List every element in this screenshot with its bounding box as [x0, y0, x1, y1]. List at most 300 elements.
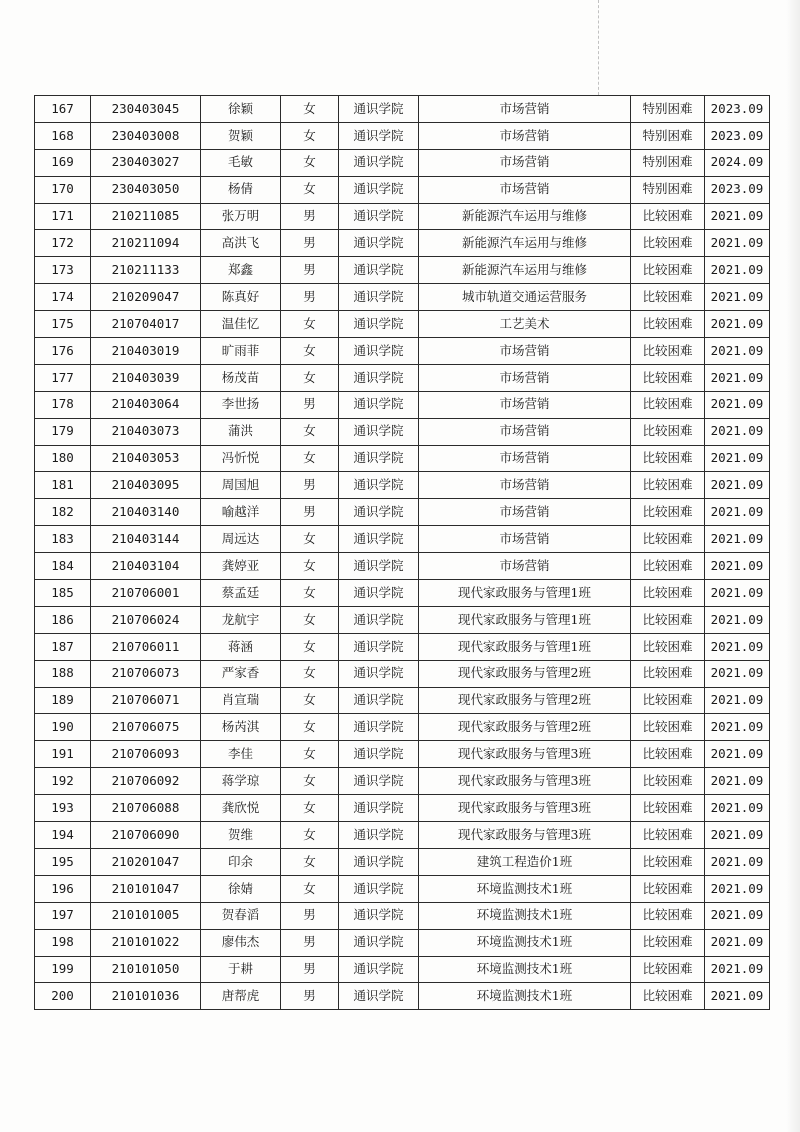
student-name: 杨茂苗	[201, 364, 281, 391]
enrollment-date: 2021.09	[705, 418, 770, 445]
table-row	[35, 445, 770, 472]
row-number: 180	[35, 445, 91, 472]
college-name: 通识学院	[339, 203, 419, 230]
table-row	[35, 580, 770, 607]
college-name: 通识学院	[339, 956, 419, 983]
major-name: 市场营销	[419, 96, 631, 123]
enrollment-date: 2021.09	[705, 633, 770, 660]
row-number: 194	[35, 822, 91, 849]
table-row	[35, 929, 770, 956]
major-name: 现代家政服务与管理3班	[419, 768, 631, 795]
student-gender: 女	[281, 311, 339, 338]
enrollment-date: 2021.09	[705, 606, 770, 633]
student-name: 贺维	[201, 822, 281, 849]
student-gender: 女	[281, 364, 339, 391]
college-name: 通识学院	[339, 445, 419, 472]
major-name: 环境监测技术1班	[419, 956, 631, 983]
college-name: 通识学院	[339, 983, 419, 1010]
row-number: 199	[35, 956, 91, 983]
student-gender: 女	[281, 122, 339, 149]
table-row	[35, 311, 770, 338]
student-gender: 女	[281, 580, 339, 607]
hardship-level: 比较困难	[631, 795, 705, 822]
enrollment-date: 2023.09	[705, 96, 770, 123]
student-gender: 男	[281, 230, 339, 257]
college-name: 通识学院	[339, 795, 419, 822]
student-name: 蒋学琼	[201, 768, 281, 795]
student-name: 高洪飞	[201, 230, 281, 257]
row-number: 178	[35, 391, 91, 418]
hardship-level: 比较困难	[631, 956, 705, 983]
hardship-level: 比较困难	[631, 499, 705, 526]
table-row	[35, 741, 770, 768]
student-id: 210403064	[91, 391, 201, 418]
table-row	[35, 230, 770, 257]
student-id: 210101022	[91, 929, 201, 956]
enrollment-date: 2021.09	[705, 364, 770, 391]
college-name: 通识学院	[339, 418, 419, 445]
hardship-level: 比较困难	[631, 338, 705, 365]
enrollment-date: 2021.09	[705, 687, 770, 714]
enrollment-date: 2021.09	[705, 983, 770, 1010]
student-name: 蒲洪	[201, 418, 281, 445]
major-name: 现代家政服务与管理2班	[419, 687, 631, 714]
student-name: 旷雨菲	[201, 338, 281, 365]
table-row	[35, 795, 770, 822]
college-name: 通识学院	[339, 741, 419, 768]
enrollment-date: 2021.09	[705, 311, 770, 338]
row-number: 185	[35, 580, 91, 607]
table-row	[35, 768, 770, 795]
hardship-level: 比较困难	[631, 875, 705, 902]
enrollment-date: 2024.09	[705, 149, 770, 176]
enrollment-date: 2021.09	[705, 257, 770, 284]
college-name: 通识学院	[339, 633, 419, 660]
major-name: 现代家政服务与管理2班	[419, 660, 631, 687]
student-name: 杨芮淇	[201, 714, 281, 741]
row-number: 188	[35, 660, 91, 687]
college-name: 通识学院	[339, 553, 419, 580]
student-name: 于耕	[201, 956, 281, 983]
student-name: 廖伟杰	[201, 929, 281, 956]
scan-edge-shadow	[786, 0, 800, 1132]
student-gender: 女	[281, 526, 339, 553]
table-row	[35, 553, 770, 580]
row-number: 197	[35, 902, 91, 929]
student-id: 210403144	[91, 526, 201, 553]
major-name: 市场营销	[419, 526, 631, 553]
row-number: 187	[35, 633, 91, 660]
table-row	[35, 633, 770, 660]
row-number: 177	[35, 364, 91, 391]
row-number: 176	[35, 338, 91, 365]
hardship-level: 比较困难	[631, 230, 705, 257]
enrollment-date: 2021.09	[705, 391, 770, 418]
student-name: 喻越洋	[201, 499, 281, 526]
student-name: 郑鑫	[201, 257, 281, 284]
enrollment-date: 2023.09	[705, 122, 770, 149]
student-name: 徐颖	[201, 96, 281, 123]
major-name: 现代家政服务与管理1班	[419, 633, 631, 660]
major-name: 市场营销	[419, 418, 631, 445]
student-id: 210706073	[91, 660, 201, 687]
student-name: 张万明	[201, 203, 281, 230]
student-name: 肖宣瑞	[201, 687, 281, 714]
row-number: 191	[35, 741, 91, 768]
enrollment-date: 2021.09	[705, 526, 770, 553]
enrollment-date: 2021.09	[705, 902, 770, 929]
student-gender: 女	[281, 795, 339, 822]
enrollment-date: 2021.09	[705, 472, 770, 499]
major-name: 新能源汽车运用与维修	[419, 230, 631, 257]
student-gender: 女	[281, 714, 339, 741]
row-number: 174	[35, 284, 91, 311]
major-name: 新能源汽车运用与维修	[419, 203, 631, 230]
student-name: 严家香	[201, 660, 281, 687]
hardship-level: 比较困难	[631, 633, 705, 660]
college-name: 通识学院	[339, 391, 419, 418]
hardship-level: 比较困难	[631, 822, 705, 849]
row-number: 172	[35, 230, 91, 257]
enrollment-date: 2021.09	[705, 499, 770, 526]
college-name: 通识学院	[339, 472, 419, 499]
college-name: 通识学院	[339, 848, 419, 875]
table-row	[35, 203, 770, 230]
enrollment-date: 2021.09	[705, 929, 770, 956]
hardship-level: 比较困难	[631, 929, 705, 956]
student-id: 210201047	[91, 848, 201, 875]
college-name: 通识学院	[339, 338, 419, 365]
college-name: 通识学院	[339, 499, 419, 526]
enrollment-date: 2021.09	[705, 741, 770, 768]
hardship-level: 比较困难	[631, 687, 705, 714]
enrollment-date: 2021.09	[705, 338, 770, 365]
student-id: 210706075	[91, 714, 201, 741]
major-name: 市场营销	[419, 149, 631, 176]
student-id: 210706001	[91, 580, 201, 607]
student-id: 210211094	[91, 230, 201, 257]
enrollment-date: 2021.09	[705, 203, 770, 230]
table-row	[35, 122, 770, 149]
hardship-level: 特别困难	[631, 176, 705, 203]
hardship-level: 比较困难	[631, 284, 705, 311]
college-name: 通识学院	[339, 687, 419, 714]
major-name: 市场营销	[419, 364, 631, 391]
student-name: 龙航宇	[201, 606, 281, 633]
major-name: 建筑工程造价1班	[419, 848, 631, 875]
table-row	[35, 526, 770, 553]
student-gender: 男	[281, 499, 339, 526]
college-name: 通识学院	[339, 580, 419, 607]
college-name: 通识学院	[339, 875, 419, 902]
student-gender: 女	[281, 96, 339, 123]
student-name: 李佳	[201, 741, 281, 768]
row-number: 173	[35, 257, 91, 284]
hardship-level: 比较困难	[631, 902, 705, 929]
table-row	[35, 391, 770, 418]
student-id: 210706090	[91, 822, 201, 849]
student-gender: 男	[281, 284, 339, 311]
scan-fold-mark	[598, 0, 600, 95]
hardship-level: 比较困难	[631, 660, 705, 687]
hardship-level: 比较困难	[631, 203, 705, 230]
student-gender: 女	[281, 176, 339, 203]
student-id: 210706071	[91, 687, 201, 714]
row-number: 181	[35, 472, 91, 499]
student-id: 210706093	[91, 741, 201, 768]
student-id: 230403050	[91, 176, 201, 203]
major-name: 城市轨道交通运营服务	[419, 284, 631, 311]
table-row	[35, 257, 770, 284]
student-name: 温佳忆	[201, 311, 281, 338]
enrollment-date: 2021.09	[705, 580, 770, 607]
major-name: 市场营销	[419, 445, 631, 472]
row-number: 168	[35, 122, 91, 149]
hardship-level: 比较困难	[631, 445, 705, 472]
student-name: 李世扬	[201, 391, 281, 418]
student-id: 210403053	[91, 445, 201, 472]
enrollment-date: 2021.09	[705, 660, 770, 687]
hardship-level: 比较困难	[631, 553, 705, 580]
student-gender: 女	[281, 606, 339, 633]
major-name: 环境监测技术1班	[419, 929, 631, 956]
college-name: 通识学院	[339, 96, 419, 123]
student-name: 徐婧	[201, 875, 281, 902]
enrollment-date: 2021.09	[705, 822, 770, 849]
student-gender: 男	[281, 203, 339, 230]
table-row	[35, 364, 770, 391]
hardship-level: 特别困难	[631, 96, 705, 123]
table-row	[35, 687, 770, 714]
enrollment-date: 2021.09	[705, 768, 770, 795]
student-name: 贺颖	[201, 122, 281, 149]
hardship-level: 比较困难	[631, 257, 705, 284]
major-name: 市场营销	[419, 553, 631, 580]
student-name: 龚婷亚	[201, 553, 281, 580]
student-gender: 女	[281, 822, 339, 849]
major-name: 市场营销	[419, 176, 631, 203]
student-name: 冯忻悦	[201, 445, 281, 472]
row-number: 195	[35, 848, 91, 875]
hardship-level: 比较困难	[631, 580, 705, 607]
enrollment-date: 2021.09	[705, 848, 770, 875]
hardship-level: 比较困难	[631, 983, 705, 1010]
row-number: 196	[35, 875, 91, 902]
enrollment-date: 2021.09	[705, 230, 770, 257]
major-name: 现代家政服务与管理3班	[419, 741, 631, 768]
row-number: 171	[35, 203, 91, 230]
student-id: 210403073	[91, 418, 201, 445]
student-id: 230403045	[91, 96, 201, 123]
student-id: 210706092	[91, 768, 201, 795]
student-id: 210101047	[91, 875, 201, 902]
student-name: 龚欣悦	[201, 795, 281, 822]
college-name: 通识学院	[339, 929, 419, 956]
student-gender: 男	[281, 956, 339, 983]
college-name: 通识学院	[339, 284, 419, 311]
student-gender: 男	[281, 902, 339, 929]
row-number: 175	[35, 311, 91, 338]
major-name: 市场营销	[419, 472, 631, 499]
hardship-level: 特别困难	[631, 149, 705, 176]
table-row	[35, 499, 770, 526]
table-row	[35, 902, 770, 929]
student-id: 210706024	[91, 606, 201, 633]
row-number: 190	[35, 714, 91, 741]
college-name: 通识学院	[339, 122, 419, 149]
major-name: 市场营销	[419, 122, 631, 149]
hardship-level: 比较困难	[631, 606, 705, 633]
student-id: 210706011	[91, 633, 201, 660]
row-number: 184	[35, 553, 91, 580]
college-name: 通识学院	[339, 364, 419, 391]
student-name: 毛敏	[201, 149, 281, 176]
student-id: 210101036	[91, 983, 201, 1010]
student-gender: 女	[281, 338, 339, 365]
major-name: 现代家政服务与管理3班	[419, 795, 631, 822]
row-number: 179	[35, 418, 91, 445]
table-row	[35, 875, 770, 902]
college-name: 通识学院	[339, 822, 419, 849]
enrollment-date: 2021.09	[705, 445, 770, 472]
hardship-level: 比较困难	[631, 364, 705, 391]
college-name: 通识学院	[339, 606, 419, 633]
hardship-level: 比较困难	[631, 391, 705, 418]
student-id: 210403095	[91, 472, 201, 499]
table-row	[35, 983, 770, 1010]
student-name: 贺春滔	[201, 902, 281, 929]
college-name: 通识学院	[339, 176, 419, 203]
enrollment-date: 2021.09	[705, 875, 770, 902]
student-id: 210211133	[91, 257, 201, 284]
major-name: 环境监测技术1班	[419, 902, 631, 929]
student-id: 210706088	[91, 795, 201, 822]
college-name: 通识学院	[339, 660, 419, 687]
college-name: 通识学院	[339, 714, 419, 741]
table-row	[35, 822, 770, 849]
student-gender: 女	[281, 848, 339, 875]
student-gender: 女	[281, 418, 339, 445]
row-number: 169	[35, 149, 91, 176]
major-name: 市场营销	[419, 391, 631, 418]
student-gender: 女	[281, 741, 339, 768]
table-row	[35, 338, 770, 365]
row-number: 198	[35, 929, 91, 956]
table-row	[35, 176, 770, 203]
student-name: 周远达	[201, 526, 281, 553]
hardship-level: 比较困难	[631, 311, 705, 338]
student-id: 210209047	[91, 284, 201, 311]
student-id: 210101050	[91, 956, 201, 983]
table-row	[35, 149, 770, 176]
major-name: 新能源汽车运用与维修	[419, 257, 631, 284]
hardship-level: 比较困难	[631, 526, 705, 553]
student-id: 210101005	[91, 902, 201, 929]
enrollment-date: 2023.09	[705, 176, 770, 203]
student-gender: 女	[281, 553, 339, 580]
enrollment-date: 2021.09	[705, 956, 770, 983]
row-number: 182	[35, 499, 91, 526]
table-row	[35, 956, 770, 983]
major-name: 市场营销	[419, 338, 631, 365]
major-name: 现代家政服务与管理2班	[419, 714, 631, 741]
major-name: 环境监测技术1班	[419, 983, 631, 1010]
table-row	[35, 714, 770, 741]
table-row	[35, 472, 770, 499]
student-id: 210403019	[91, 338, 201, 365]
college-name: 通识学院	[339, 230, 419, 257]
hardship-level: 比较困难	[631, 741, 705, 768]
college-name: 通识学院	[339, 149, 419, 176]
row-number: 183	[35, 526, 91, 553]
row-number: 189	[35, 687, 91, 714]
student-name: 杨倩	[201, 176, 281, 203]
table-row	[35, 284, 770, 311]
student-id: 210211085	[91, 203, 201, 230]
student-gender: 女	[281, 687, 339, 714]
student-gender: 男	[281, 929, 339, 956]
student-roster-table	[34, 95, 770, 1010]
student-id: 210403039	[91, 364, 201, 391]
student-gender: 女	[281, 445, 339, 472]
student-gender: 女	[281, 875, 339, 902]
row-number: 193	[35, 795, 91, 822]
hardship-level: 比较困难	[631, 848, 705, 875]
enrollment-date: 2021.09	[705, 284, 770, 311]
student-id: 230403008	[91, 122, 201, 149]
student-name: 陈真好	[201, 284, 281, 311]
major-name: 现代家政服务与管理3班	[419, 822, 631, 849]
student-gender: 男	[281, 391, 339, 418]
student-gender: 男	[281, 983, 339, 1010]
student-gender: 男	[281, 472, 339, 499]
student-gender: 女	[281, 633, 339, 660]
enrollment-date: 2021.09	[705, 714, 770, 741]
student-id: 210403104	[91, 553, 201, 580]
major-name: 环境监测技术1班	[419, 875, 631, 902]
student-id: 230403027	[91, 149, 201, 176]
enrollment-date: 2021.09	[705, 795, 770, 822]
hardship-level: 比较困难	[631, 472, 705, 499]
hardship-level: 比较困难	[631, 714, 705, 741]
college-name: 通识学院	[339, 902, 419, 929]
student-name: 蒋涵	[201, 633, 281, 660]
college-name: 通识学院	[339, 526, 419, 553]
row-number: 200	[35, 983, 91, 1010]
student-name: 印余	[201, 848, 281, 875]
hardship-level: 比较困难	[631, 768, 705, 795]
student-id: 210704017	[91, 311, 201, 338]
student-gender: 女	[281, 768, 339, 795]
row-number: 167	[35, 96, 91, 123]
student-name: 周国旭	[201, 472, 281, 499]
table-row	[35, 418, 770, 445]
hardship-level: 特别困难	[631, 122, 705, 149]
student-gender: 女	[281, 149, 339, 176]
major-name: 市场营销	[419, 499, 631, 526]
student-name: 唐帮虎	[201, 983, 281, 1010]
major-name: 现代家政服务与管理1班	[419, 580, 631, 607]
student-gender: 女	[281, 660, 339, 687]
hardship-level: 比较困难	[631, 418, 705, 445]
major-name: 现代家政服务与管理1班	[419, 606, 631, 633]
major-name: 工艺美术	[419, 311, 631, 338]
row-number: 186	[35, 606, 91, 633]
college-name: 通识学院	[339, 768, 419, 795]
table-row	[35, 848, 770, 875]
student-name: 蔡孟廷	[201, 580, 281, 607]
table-row	[35, 606, 770, 633]
